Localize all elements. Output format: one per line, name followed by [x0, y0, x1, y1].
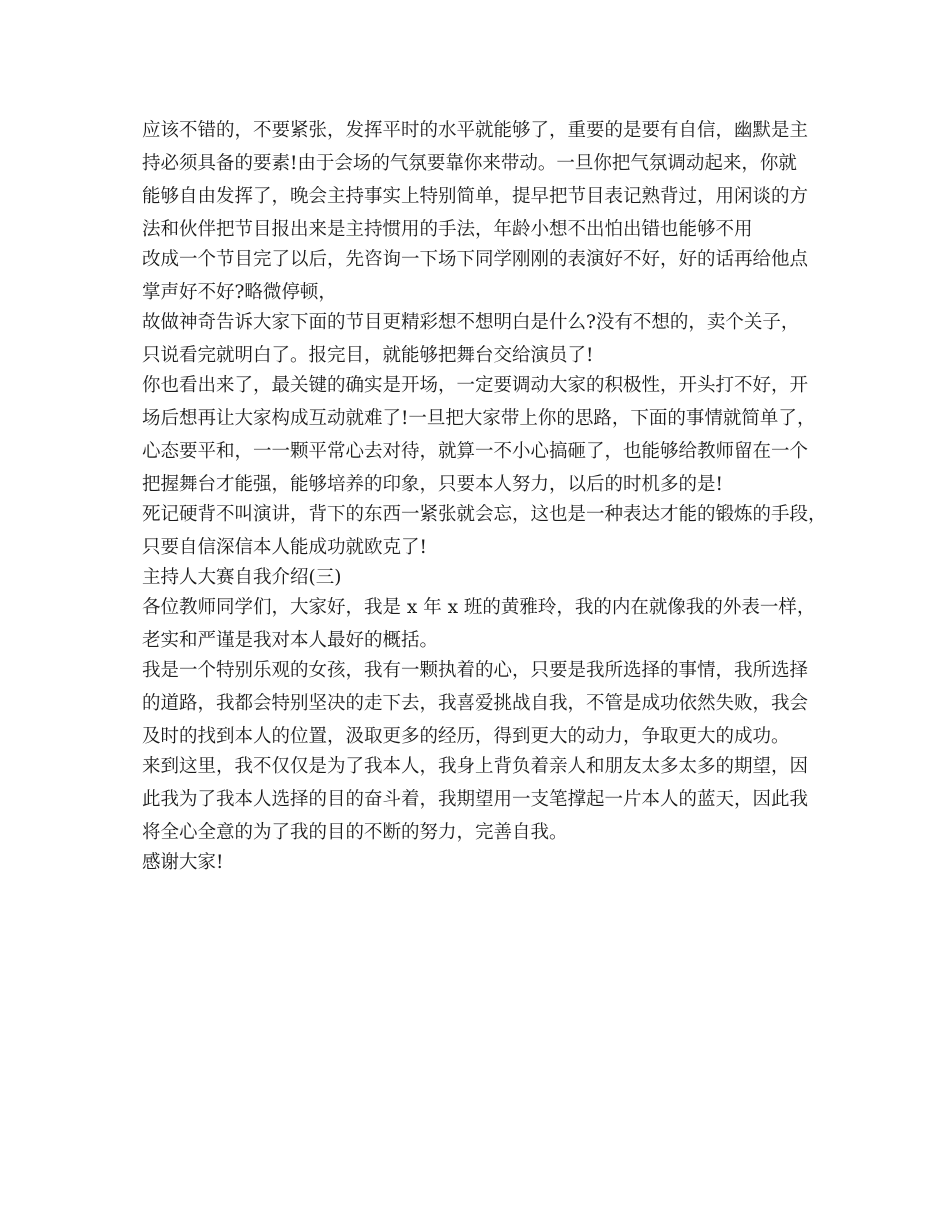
text-line: 死记硬背不叫演讲，背下的东西一紧张就会忘，这也是一种表达才能的锻炼的手段， — [142, 504, 827, 525]
text-line: 场后想再让大家构成互动就难了!一旦把大家带上你的思路，下面的事情就简单了， — [142, 408, 816, 429]
text-line: 及时的找到本人的位置，汲取更多的经历，得到更大的动力，争取更大的成功。 — [142, 726, 790, 747]
text-line: 应该不错的，不要紧张，发挥平时的水平就能够了，重要的是要有自信，幽默是主 — [142, 120, 809, 141]
text-line: 老实和严谨是我对本人最好的概括。 — [142, 630, 439, 651]
closing-line: 感谢大家! — [142, 852, 224, 873]
text-line: 心态要平和，一一颗平常心去对待，就算一不小心搞砸了，也能够给教师留在一个 — [142, 441, 809, 462]
section-heading: 主持人大赛自我介绍(三) — [142, 567, 342, 588]
text-line: 改成一个节目完了以后，先咨询一下场下同学刚刚的表演好不好，好的话再给他点 — [142, 249, 809, 270]
text-line: 只要自信深信本人能成功就欧克了! — [142, 537, 427, 558]
text-line: 掌声好不好?略微停顿， — [142, 282, 337, 303]
text-line: 我是一个特别乐观的女孩，我有一颗执着的心，只要是我所选择的事情，我所选择 — [142, 660, 809, 681]
text-line: 只说看完就明白了。报完目，就能够把舞台交给演员了! — [142, 345, 594, 366]
text-line: 能够自由发挥了，晚会主持事实上特别简单，提早把节目表记熟背过，用闲谈的方 — [142, 186, 809, 207]
text-line: 法和伙伴把节目报出来是主持惯用的手法，年龄小想不出怕出错也能够不用 — [142, 219, 753, 240]
text-line: 故做神奇告诉大家下面的节目更精彩想不想明白是什么?没有不想的，卖个关子， — [142, 312, 800, 333]
text-line: 持必须具备的要素!由于会场的气氛要靠你来带动。一旦你把气氛调动起来，你就 — [142, 153, 797, 174]
text-line: 此我为了我本人选择的目的奋斗着，我期望用一支笔撑起一片本人的蓝天，因此我 — [142, 789, 809, 810]
text-line: 的道路，我都会特别坚决的走下去，我喜爱挑战自我，不管是成功依然失败，我会 — [142, 693, 809, 714]
text-line: 你也看出来了，最关键的确实是开场，一定要调动大家的积极性，开头打不好，开 — [142, 375, 809, 396]
document-body — [142, 116, 842, 878]
text-line: 把握舞台才能强，能够培养的印象，只要本人努力，以后的时机多的是! — [142, 474, 723, 495]
text-line: 将全心全意的为了我的目的不断的努力，完善自我。 — [142, 822, 568, 843]
text-line: 来到这里，我不仅仅是为了我本人，我身上背负着亲人和朋友太多太多的期望，因 — [142, 756, 809, 777]
text-line: 各位教师同学们，大家好，我是 x 年 x 班的黄雅玲，我的内在就像我的外表一样， — [142, 597, 816, 618]
